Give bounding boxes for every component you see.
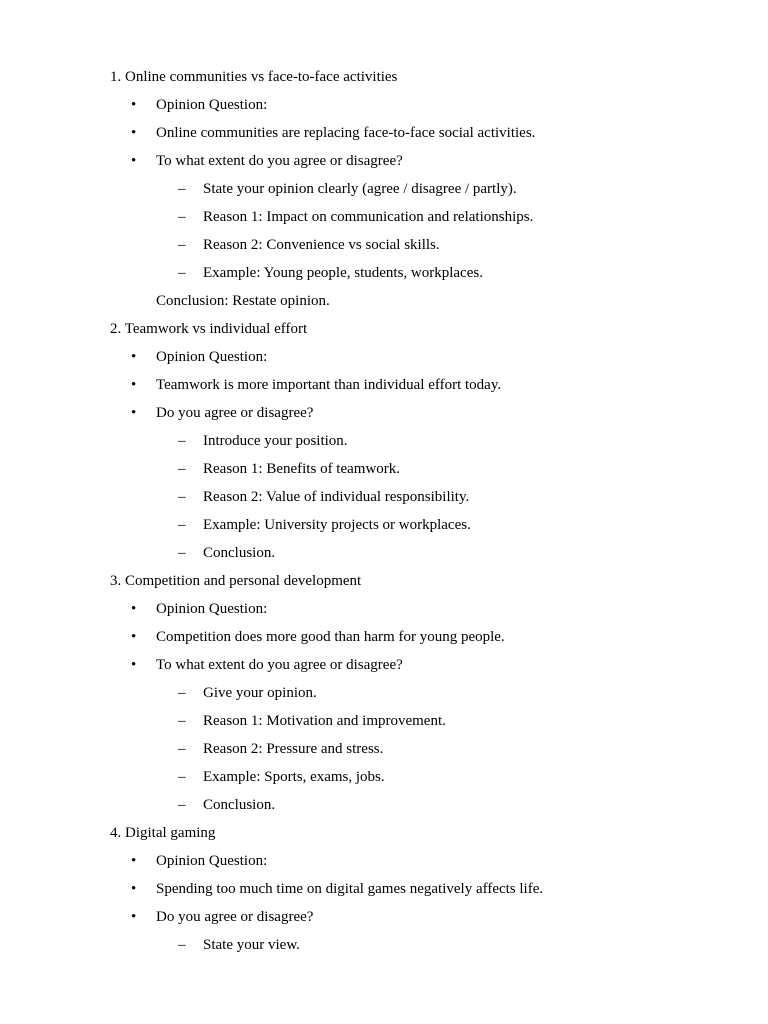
sub-item: [0, 735, 768, 763]
sub-text: Reason 2: Value of individual responsibility.: [203, 489, 470, 505]
bullet-item: [0, 903, 768, 931]
bullet-icon: •: [131, 657, 137, 673]
sub-text: Reason 2: Pressure and stress.: [203, 741, 384, 757]
sub-item: [0, 455, 768, 483]
note-text: Conclusion: Restate opinion.: [156, 293, 330, 309]
dash-icon: –: [178, 489, 186, 505]
section-heading: 1. Online communities vs face-to-face activities: [110, 69, 398, 85]
bullet-item: [0, 371, 768, 399]
sub-item: [0, 231, 768, 259]
sub-text: Conclusion.: [203, 797, 276, 813]
sub-item: [0, 511, 768, 539]
conclusion-note: [0, 287, 768, 315]
sub-item: [0, 259, 768, 287]
bullet-text: Do you agree or disagree?: [156, 909, 314, 925]
sub-item: [0, 707, 768, 735]
dash-icon: –: [178, 517, 186, 533]
bullet-icon: •: [131, 881, 137, 897]
sub-item: [0, 539, 768, 567]
dash-icon: –: [178, 937, 186, 953]
bullet-item: [0, 399, 768, 427]
bullet-icon: •: [131, 629, 137, 645]
bullet-icon: •: [131, 97, 137, 113]
dash-icon: –: [178, 545, 186, 561]
bullet-item: [0, 119, 768, 147]
dash-icon: –: [178, 685, 186, 701]
section-heading: 3. Competition and personal development: [110, 573, 362, 589]
dash-icon: –: [178, 741, 186, 757]
sub-text: Reason 1: Motivation and improvement.: [203, 713, 446, 729]
sub-text: Give your opinion.: [203, 685, 317, 701]
sub-text: Reason 1: Impact on communication and relationships.: [203, 209, 534, 225]
section-heading: 4. Digital gaming: [110, 825, 216, 841]
sub-text: State your opinion clearly (agree / disagree / partly).: [203, 181, 517, 197]
sub-text: State your view.: [203, 937, 300, 953]
sub-item: [0, 679, 768, 707]
bullet-icon: •: [131, 125, 137, 141]
bullet-item: [0, 595, 768, 623]
sub-item: [0, 791, 768, 819]
dash-icon: –: [178, 713, 186, 729]
document-page: [0, 63, 768, 959]
dash-icon: –: [178, 769, 186, 785]
sub-text: Example: Sports, exams, jobs.: [203, 769, 385, 785]
bullet-text: Opinion Question:: [156, 349, 268, 365]
bullet-text: Opinion Question:: [156, 97, 268, 113]
bullet-item: [0, 147, 768, 175]
sub-item: [0, 931, 768, 959]
bullet-item: [0, 651, 768, 679]
bullet-item: [0, 847, 768, 875]
section-heading: 2. Teamwork vs individual effort: [110, 321, 308, 337]
sub-item: [0, 763, 768, 791]
bullet-text: Teamwork is more important than individual effort today.: [156, 377, 502, 393]
dash-icon: –: [178, 237, 186, 253]
dash-icon: –: [178, 265, 186, 281]
dash-icon: –: [178, 181, 186, 197]
dash-icon: –: [178, 209, 186, 225]
sub-item: [0, 203, 768, 231]
sub-text: Example: Young people, students, workplaces.: [203, 265, 483, 281]
sub-item: [0, 427, 768, 455]
bullet-text: Opinion Question:: [156, 853, 268, 869]
bullet-text: Online communities are replacing face-to-face social activities.: [156, 125, 536, 141]
bullet-icon: •: [131, 909, 137, 925]
bullet-item: [0, 875, 768, 903]
bullet-icon: •: [131, 601, 137, 617]
dash-icon: –: [178, 461, 186, 477]
bullet-icon: •: [131, 377, 137, 393]
bullet-text: Opinion Question:: [156, 601, 268, 617]
dash-icon: –: [178, 797, 186, 813]
bullet-icon: •: [131, 153, 137, 169]
sub-text: Reason 1: Benefits of teamwork.: [203, 461, 401, 477]
bullet-item: [0, 623, 768, 651]
bullet-item: [0, 343, 768, 371]
sub-item: [0, 175, 768, 203]
bullet-text: To what extent do you agree or disagree?: [156, 153, 403, 169]
sub-text: Reason 2: Convenience vs social skills.: [203, 237, 440, 253]
bullet-icon: •: [131, 853, 137, 869]
sub-item: [0, 483, 768, 511]
bullet-icon: •: [131, 405, 137, 421]
bullet-text: Do you agree or disagree?: [156, 405, 314, 421]
bullet-text: To what extent do you agree or disagree?: [156, 657, 403, 673]
bullet-text: Spending too much time on digital games negatively affects life.: [156, 881, 544, 897]
sub-text: Example: University projects or workplaces.: [203, 517, 471, 533]
sub-text: Conclusion.: [203, 545, 276, 561]
dash-icon: –: [178, 433, 186, 449]
bullet-text: Competition does more good than harm for young people.: [156, 629, 505, 645]
sub-text: Introduce your position.: [203, 433, 348, 449]
bullet-item: [0, 91, 768, 119]
bullet-icon: •: [131, 349, 137, 365]
